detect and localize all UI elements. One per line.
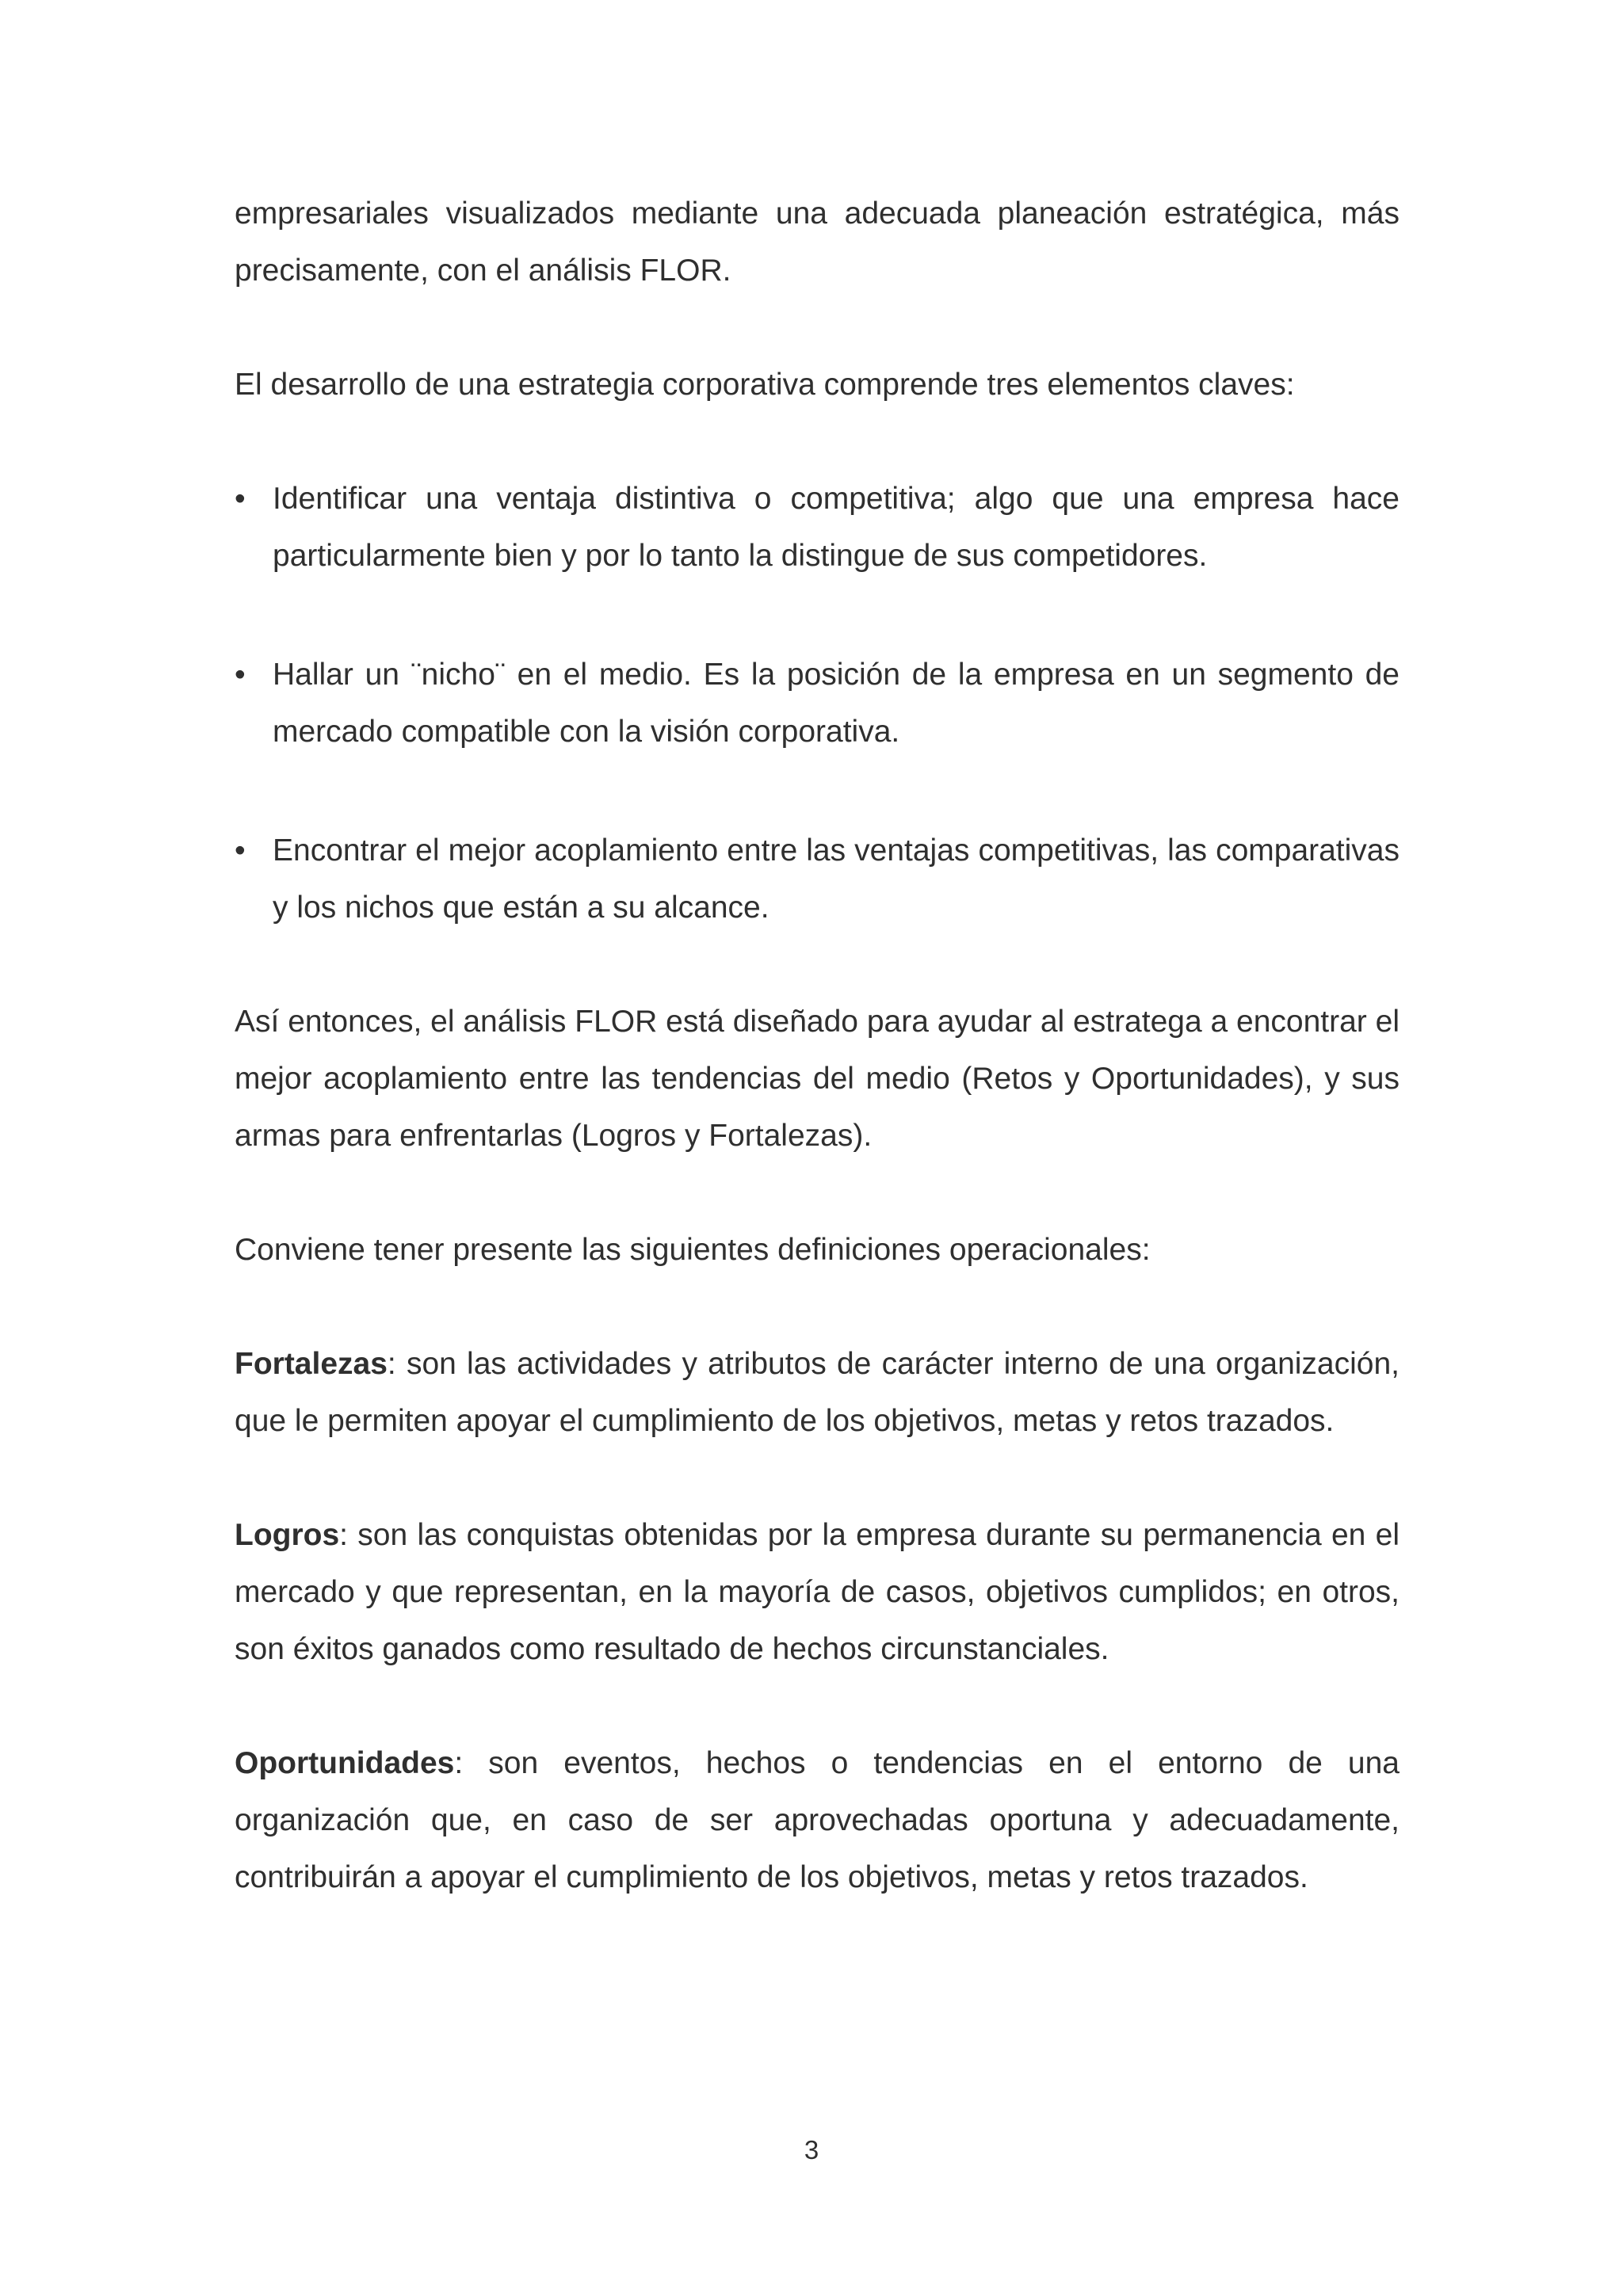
intro-continuation-paragraph: empresariales visualizados mediante una adecuada planeación estratégica, más precisamente, con el análisis FLOR. — [235, 196, 1400, 288]
bullet-icon: • — [235, 482, 246, 516]
page-body — [235, 185, 1400, 1937]
definition-text: : son las conquistas obtenidas por la empresa durante su permanencia en el mercado y que representan, en la mayoría de casos, objetivos cumplidos; en otros, son éxitos ganados como resultado de hechos circunstanciales. — [235, 1518, 1400, 1666]
key-elements-list — [235, 471, 1400, 936]
definition-fortalezas — [235, 1336, 1400, 1450]
definitions-intro-paragraph: Conviene tener presente las siguientes definiciones operacionales: — [235, 1233, 1151, 1267]
definition-oportunidades — [235, 1735, 1400, 1906]
definition-term: Logros — [235, 1518, 340, 1552]
definition-text: : son eventos, hechos o tendencias en el entorno de una organización que, en caso de ser aprovechadas oportuna y adecuadamente, contribuirán a apoyar el cumplimiento de los objetivos, metas y retos trazados. — [235, 1746, 1400, 1894]
elements-intro-paragraph: El desarrollo de una estrategia corporativa comprende tres elementos claves: — [235, 368, 1295, 402]
definition-term: Oportunidades — [235, 1746, 455, 1780]
bullet-icon: • — [235, 658, 246, 692]
list-item — [235, 822, 1400, 936]
page-number: 3 — [804, 2135, 819, 2164]
definition-term: Fortalezas — [235, 1347, 388, 1381]
list-item — [235, 646, 1400, 761]
bullet-icon: • — [235, 833, 246, 868]
list-item-text: Encontrar el mejor acoplamiento entre las ventajas competitivas, las comparativas y los nichos que están a su alcance. — [273, 833, 1400, 925]
definition-logros — [235, 1507, 1400, 1678]
list-item — [235, 471, 1400, 585]
list-item-text: Hallar un ¨nicho¨ en el medio. Es la posición de la empresa en un segmento de mercado compatible con la visión corporativa. — [273, 658, 1400, 749]
flor-purpose-paragraph: Así entonces, el análisis FLOR está diseñado para ayudar al estratega a encontrar el mejor acoplamiento entre las tendencias del medio (Retos y Oportunidades), y sus armas para enfrentarlas (Logros y Fortalezas). — [235, 1005, 1400, 1153]
definition-text: : son las actividades y atributos de carácter interno de una organización, que le permiten apoyar el cumplimiento de los objetivos, metas y retos trazados. — [235, 1347, 1400, 1438]
list-item-text: Identificar una ventaja distintiva o competitiva; algo que una empresa hace particularmente bien y por lo tanto la distingue de sus competidores. — [273, 482, 1400, 573]
